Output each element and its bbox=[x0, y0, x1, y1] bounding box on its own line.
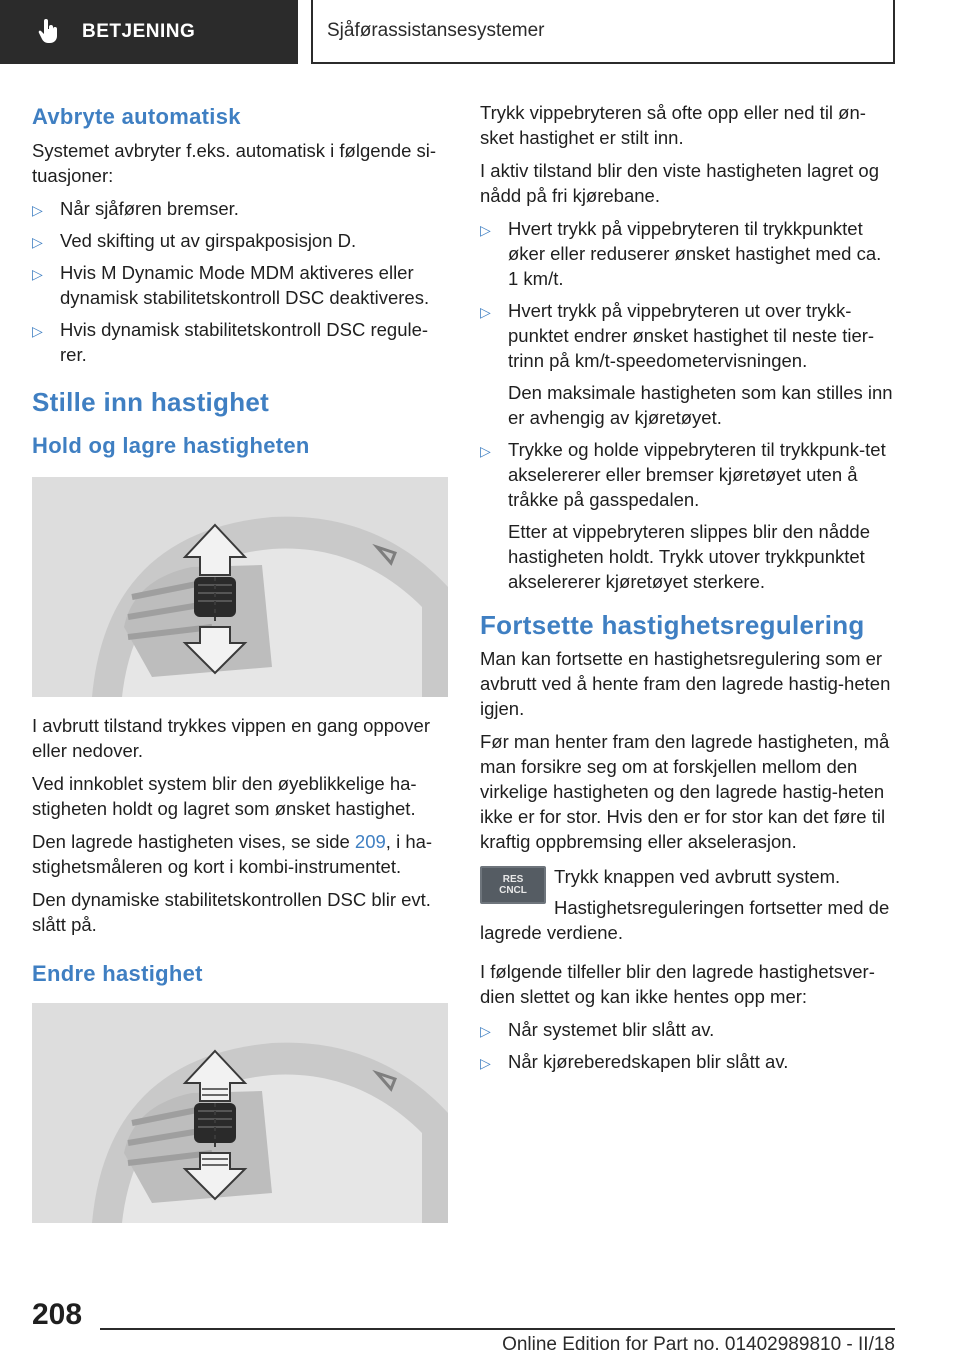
paragraph: Systemet avbryter f.eks. automatisk i følgende si-tuasjoner: bbox=[32, 140, 437, 186]
right-column bbox=[480, 100, 896, 1082]
list-item: ▷ Hvis dynamisk stabilitetskontroll DSC regule-rer. bbox=[32, 319, 429, 365]
paragraph: Den lagrede hastigheten vises, se side 209, i ha-stighetsmåleren og kort i kombi-instrumentet. bbox=[32, 831, 433, 877]
res-cncl-button-icon: RES CNCL bbox=[480, 866, 546, 904]
list-item: ▷ Hvert trykk på vippebryteren til trykkpunktet øker eller reduserer ønsket hastighet med ca. 1 km/t. bbox=[480, 218, 882, 289]
chapter-title: Sjåførassistansesystemer bbox=[327, 20, 545, 41]
left-column bbox=[32, 100, 448, 1239]
hand-pointer-icon bbox=[38, 19, 60, 45]
list-avbryte bbox=[32, 196, 448, 367]
list-item: ▷ Hvert trykk på vippebryteren ut over trykk-punktet endrer ønsket hastighet til neste tier-trinn på km/t-speedometervisningen. Den maksimale hastigheten som kan stilles inn er avhengig av kjøretøyet. bbox=[480, 298, 896, 430]
paragraph: I aktiv tilstand blir den viste hastigheten lagret og nådd på fri kjørebane. bbox=[480, 160, 880, 206]
triangle-bullet-icon: ▷ bbox=[480, 304, 491, 320]
heading-endre: Endre hastighet bbox=[32, 961, 203, 986]
steering-wheel-image bbox=[32, 477, 448, 697]
list-endre bbox=[480, 216, 896, 594]
chapter-box bbox=[311, 0, 895, 64]
triangle-bullet-icon: ▷ bbox=[32, 234, 43, 250]
heading-fortsette: Fortsette hastighetsregulering bbox=[480, 610, 865, 640]
list-item: ▷ Når kjøreberedskapen blir slått av. bbox=[480, 1049, 896, 1074]
triangle-bullet-icon: ▷ bbox=[480, 443, 491, 459]
paragraph: Trykk knappen ved avbrutt system. bbox=[554, 866, 841, 887]
list-note: Etter at vippebryteren slippes blir den nådde hastigheten holdt. Trykk utover trykkpunktet akselererer kjøretøyet sterkere. bbox=[508, 521, 870, 592]
paragraph: Den dynamiske stabilitetskontrollen DSC blir evt. slått på. bbox=[32, 889, 431, 935]
heading-hold: Hold og lagre hastigheten bbox=[32, 433, 310, 458]
heading-stille: Stille inn hastighet bbox=[32, 387, 270, 417]
edition-text: Online Edition for Part no. 01402989810 - II/18 bbox=[502, 1334, 895, 1355]
triangle-bullet-icon: ▷ bbox=[32, 266, 43, 282]
list-item: ▷ Hvis M Dynamic Mode MDM aktiveres eller dynamisk stabilitetskontroll DSC deaktiveres. bbox=[32, 262, 430, 308]
triangle-bullet-icon: ▷ bbox=[480, 1055, 491, 1071]
steering-wheel-image bbox=[32, 1003, 448, 1223]
paragraph: Ved innkoblet system blir den øyeblikkelige ha-stigheten holdt og lagret som ønsket hastighet. bbox=[32, 773, 417, 819]
list-item: ▷ Ved skifting ut av girspakposisjon D. bbox=[32, 228, 448, 253]
res-cncl-row bbox=[480, 864, 896, 945]
list-item: ▷ Når sjåføren bremser. bbox=[32, 196, 448, 221]
page-link-209[interactable]: 209 bbox=[354, 831, 386, 852]
section-title: BETJENING bbox=[82, 21, 196, 42]
list-item: ▷ Trykke og holde vippebryteren til trykkpunk-tet akselererer eller bremser kjøretøyet uten å tråkke på gasspedalen. Etter at vippebryteren slippes blir den nådde hastigheten holdt. Trykk utover trykkpunktet akselererer kjøretøyet sterkere. bbox=[480, 437, 896, 594]
triangle-bullet-icon: ▷ bbox=[32, 323, 43, 339]
paragraph: I følgende tilfeller blir den lagrede hastighetsver-dien slettet og kan ikke hentes opp mer: bbox=[480, 961, 875, 1007]
paragraph: Man kan fortsette en hastighetsregulering som er avbrutt ved å hente fram den lagrede hastig-heten igjen. bbox=[480, 648, 891, 719]
page-header bbox=[0, 0, 960, 66]
list-slett bbox=[480, 1017, 896, 1074]
paragraph: Før man henter fram den lagrede hastigheten, må man forsikre seg om at forskjellen mellom den virkelige hastigheten og den lagrede hastig-heten ikke er for stor. Hvis den er for stor kan det føre til kraftig oppbremsing eller akselerasjon. bbox=[480, 731, 890, 852]
paragraph: Hastighetsreguleringen fortsetter med de lagrede verdiene. bbox=[480, 897, 890, 943]
paragraph: Trykk vippebryteren så ofte opp eller ned til øn-sket hastighet er stilt inn. bbox=[480, 102, 866, 148]
triangle-bullet-icon: ▷ bbox=[480, 222, 491, 238]
section-tab bbox=[0, 0, 298, 64]
triangle-bullet-icon: ▷ bbox=[480, 1023, 491, 1039]
footer-divider bbox=[100, 1328, 895, 1330]
list-note: Den maksimale hastigheten som kan stilles inn er avhengig av kjøretøyet. bbox=[508, 382, 893, 428]
triangle-bullet-icon: ▷ bbox=[32, 202, 43, 218]
paragraph: I avbrutt tilstand trykkes vippen en gang oppover eller nedover. bbox=[32, 715, 430, 761]
heading-avbryte: Avbryte automatisk bbox=[32, 104, 241, 129]
page-number: 208 bbox=[32, 1298, 83, 1331]
page-footer bbox=[0, 1290, 960, 1362]
list-item: ▷ Når systemet blir slått av. bbox=[480, 1017, 896, 1042]
